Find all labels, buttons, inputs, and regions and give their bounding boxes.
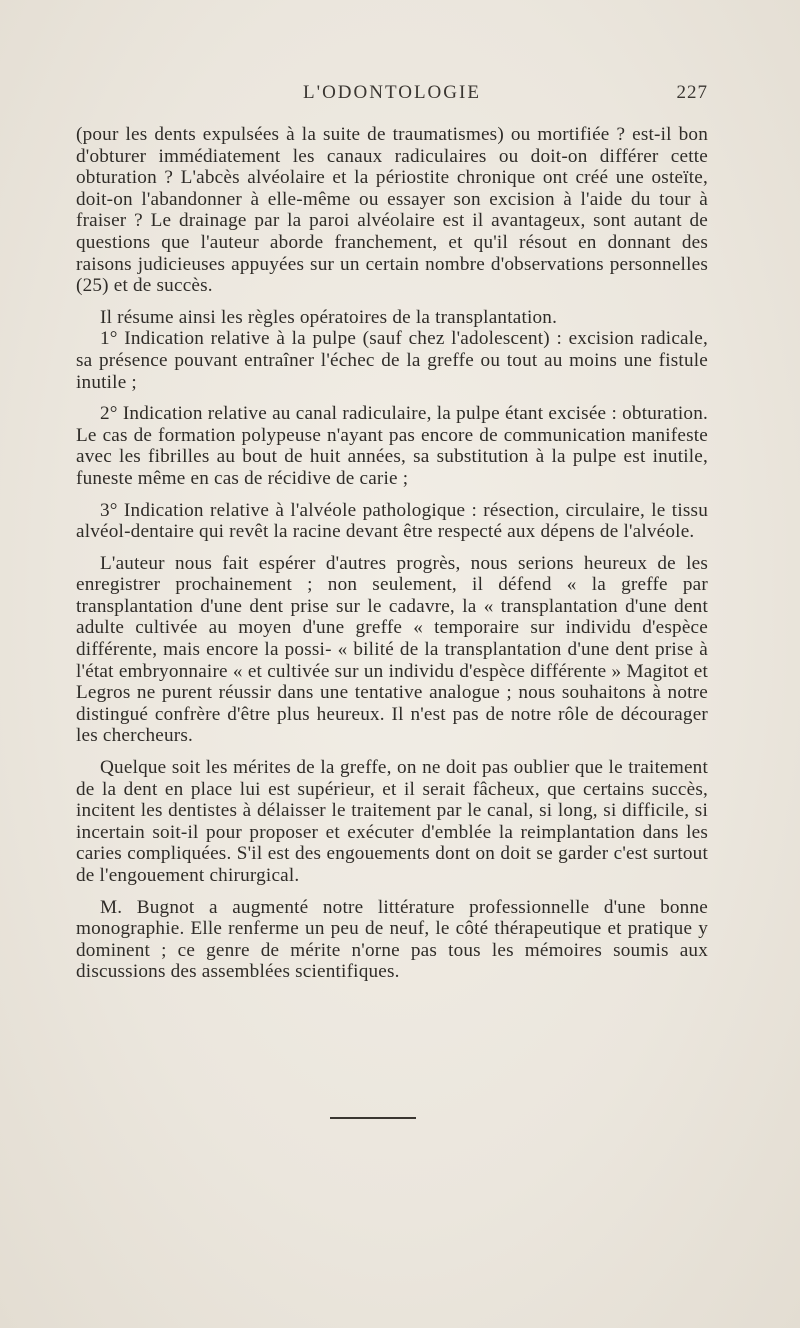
page-header [76, 82, 708, 112]
page-number: 227 [676, 82, 708, 103]
running-title: L'ODONTOLOGIE [303, 82, 481, 103]
paragraph-greffe: Quelque soit les mérites de la greffe, on ne doit pas oublier que le traitement de la dent en place lui est supérieur, et il serait fâcheux, que certains succès, incitent les dentistes à délaisser le traitement par le canal, si long, si difficile, si incertain soit-il pour proposer et exécuter d'emblée la reimplantation dans les caries compliquées. S'il est des engouements dont on doit se garder c'est surtout de l'engouement chirurgical. [76, 757, 708, 886]
paragraph-rule-2: 2° Indication relative au canal radiculaire, la pulpe étant excisée : obturation. Le cas de formation polypeuse n'ayant pas encore de communication manifeste avec les fibrilles au bout de huit années, sa substitution à la pulpe est inutile, funeste même en cas de récidive de carie ; [76, 403, 708, 489]
paragraph-progress: L'auteur nous fait espérer d'autres progrès, nous serions heureux de les enregistrer prochainement ; non seulement, il défend « la greffe par transplantation d'une dent prise sur le cadavre, la « transplantation d'une dent adulte cultivée au moyen d'une greffe « temporaire sur individu d'espèce différente, mais encore la possi- « bilité de la transplantation d'une dent prise à l'état embryonnaire « et cultivée sur un individu d'espèce différente » Magitot et Legros ne purent réussir dans une tentative analogue ; nous souhaitons à notre distingué confrère d'être plus heureux. Il n'est pas de notre rôle de décourager les chercheurs. [76, 552, 708, 747]
section-end-rule [330, 1117, 416, 1119]
body-text [76, 124, 708, 983]
paragraph-rule-1: 1° Indication relative à la pulpe (sauf chez l'adolescent) : excision radicale, sa présence pouvant entraîner l'échec de la greffe ou tout au moins une fistule inutile ; [76, 328, 708, 393]
paragraph-rule-3: 3° Indication relative à l'alvéole pathologique : résection, circulaire, le tissu alvéol-dentaire qui revêt la racine devant être respecté aux dépens de l'alvéole. [76, 499, 708, 543]
paragraph-conclusion: M. Bugnot a augmenté notre littérature professionnelle d'une bonne monographie. Elle renferme un peu de neuf, le côté thérapeutique et pratique y dominent ; ce genre de mérite n'orne pas tous les mémoires soumis aux discussions des assemblées scientifiques. [76, 896, 708, 983]
paragraph-continuation: (pour les dents expulsées à la suite de traumatismes) ou mortifiée ? est-il bon d'obturer immédiatement les canaux radiculaires ou doit-on différer cette obturation ? L'abcès alvéolaire et la périostite chronique ont créé une osteïte, doit-on l'abandonner à elle-même ou essayer son excision à l'aide du tour à fraiser ? Le drainage par la paroi alvéolaire est il avantageux, sont autant de questions que l'auteur aborde franchement, et qu'il résout en donnant des raisons judicieuses appuyées sur un certain nombre d'observations personnelles (25) et de succès. [76, 124, 708, 297]
paragraph-rules-intro: Il résume ainsi les règles opératoires de la transplantation. [100, 306, 558, 328]
